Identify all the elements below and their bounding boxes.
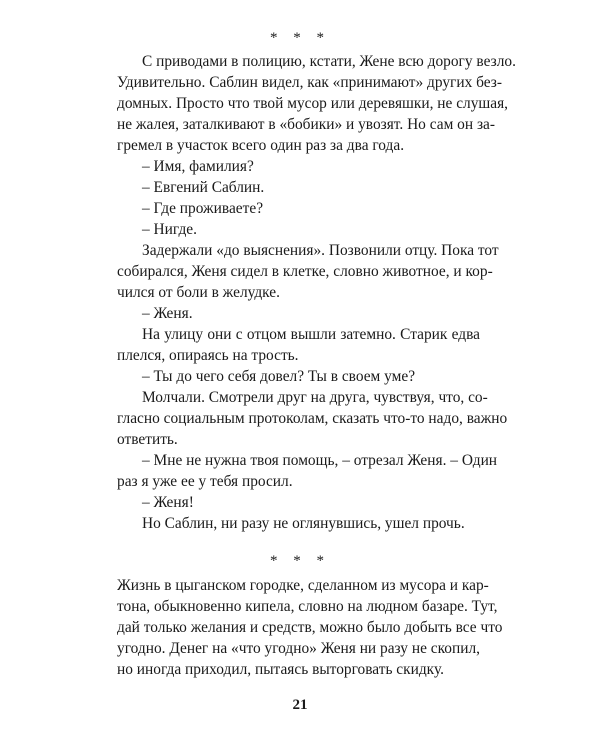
section-divider: * * * <box>270 553 330 569</box>
dialogue-line: – Мне не нужна твоя помощь, – отрезал Женя. – Один <box>142 452 498 469</box>
section-divider: * * * <box>270 30 330 46</box>
dialogue-line: – Имя, фамилия? <box>142 158 254 175</box>
text-line: С приводами в полицию, кстати, Жене всю дорогу везло. <box>142 53 516 70</box>
text-line: домных. Просто что твой мусор или деревяшки, не слушая, <box>117 95 509 112</box>
text-line: раз я уже ее у тебя просил. <box>117 473 293 490</box>
dialogue-line: – Где проживаете? <box>142 200 264 217</box>
dialogue-line: – Евгений Саблин. <box>142 179 265 196</box>
text-line: тона, обыкновенно кипела, словно на людном базаре. Тут, <box>117 598 498 615</box>
text-line: гремел в участок всего один раз за два года. <box>117 137 405 154</box>
text-line: ответить. <box>117 431 178 448</box>
text-line: собирался, Женя сидел в клетке, словно животное, и кор- <box>117 263 493 280</box>
dialogue-line: – Женя! <box>142 494 194 511</box>
text-line: Жизнь в цыганском городке, сделанном из мусора и кар- <box>117 577 489 594</box>
text-line: На улицу они с отцом вышли затемно. Старик едва <box>142 326 480 343</box>
text-line: гласно социальным протоколам, сказать что-то надо, важно <box>117 410 508 427</box>
text-line: Молчали. Смотрели друг на друга, чувствуя, что, со- <box>142 389 488 406</box>
text-line: но иногда приходил, пытаясь выторговать скидку. <box>117 661 444 678</box>
text-line: Но Саблин, ни разу не оглянувшись, ушел прочь. <box>142 515 465 532</box>
text-line: Задержали «до выяснения». Позвонили отцу. Пока тот <box>142 242 499 259</box>
page-number: 21 <box>292 697 308 713</box>
text-line: не жалея, заталкивают в «бобики» и увозят. Но сам он за- <box>117 116 495 133</box>
text-line: Удивительно. Саблин видел, как «принимают» других без- <box>117 74 503 91</box>
dialogue-line: – Женя. <box>142 305 193 322</box>
dialogue-line: – Ты до чего себя довел? Ты в своем уме? <box>142 368 416 385</box>
text-line: угодно. Денег на «что угодно» Женя ни разу не скопил, <box>117 640 480 657</box>
text-line: чился от боли в желудке. <box>117 284 280 301</box>
text-line: дай только желания и средств, можно было добыть все что <box>117 619 503 636</box>
dialogue-line: – Нигде. <box>142 221 197 238</box>
text-line: плелся, опираясь на трость. <box>117 347 299 364</box>
